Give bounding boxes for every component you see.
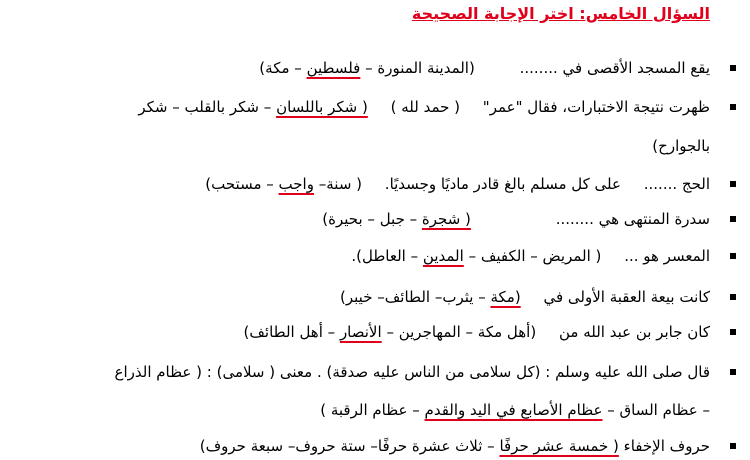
question-title: السؤال الخامس: اختر الإجابة الصحيحة bbox=[411, 4, 710, 23]
bullet-icon bbox=[730, 104, 736, 110]
question-3-stem: الحج ....... bbox=[643, 175, 710, 193]
question-9-answer: ( خمسة عشر حرفًا bbox=[499, 437, 619, 455]
question-8 bbox=[115, 361, 710, 383]
question-2 bbox=[138, 96, 710, 118]
question-2-continued bbox=[652, 135, 710, 157]
question-6-answer: (مكة bbox=[490, 288, 521, 306]
question-8-choices-end: – عظام الرقبة ) bbox=[320, 401, 420, 419]
question-9-choices-end: – ثلاث عشرة حرفًا– ستة حروف– سبعة حروف) bbox=[199, 437, 495, 455]
question-8-continued bbox=[320, 399, 710, 421]
question-2-choices-wrap: بالجوارح) bbox=[652, 137, 710, 155]
question-8-choices-start: – عظام الساق – bbox=[607, 401, 710, 419]
question-5-answer: المدين bbox=[422, 247, 464, 265]
question-3-choices-end: – مستحب) bbox=[205, 175, 274, 193]
question-1-answer: فلسطين bbox=[306, 59, 361, 77]
question-2-stem: ظهرت نتيجة الاختبارات، فقال "عمر" bbox=[482, 98, 710, 116]
question-4 bbox=[322, 208, 710, 230]
question-1-choices-start: (المدينة المنورة – bbox=[365, 59, 475, 77]
bullet-icon bbox=[730, 253, 736, 259]
question-5-choices-start: ( المريض – الكفيف – bbox=[468, 247, 602, 265]
question-9 bbox=[200, 435, 710, 457]
question-4-stem: سدرة المنتهى هي ........ bbox=[555, 210, 710, 228]
question-7 bbox=[244, 321, 710, 343]
question-1-stem: يقع المسجد الأقصى في ........ bbox=[519, 59, 710, 77]
question-7-choices-start: (أهل مكة – المهاجرين – bbox=[386, 323, 537, 341]
bullet-icon bbox=[730, 65, 736, 71]
bullet-icon bbox=[730, 369, 736, 375]
question-8-answer: عظام الأصابع في اليد والقدم bbox=[424, 401, 603, 419]
bullet-icon bbox=[730, 329, 736, 335]
bullet-icon bbox=[730, 443, 736, 449]
question-6-stem: كانت بيعة العقبة الأولى في bbox=[543, 288, 710, 306]
question-6 bbox=[340, 286, 710, 308]
question-5-stem: المعسر هو ... bbox=[624, 247, 710, 265]
question-7-choices-end: – أهل الطائف) bbox=[243, 323, 336, 341]
question-7-answer: الأنصار bbox=[339, 323, 382, 341]
question-2-quote: ( حمد لله ) bbox=[390, 98, 461, 116]
bullet-icon bbox=[730, 294, 736, 300]
bullet-icon bbox=[730, 181, 736, 187]
question-1-choices-end: – مكة) bbox=[259, 59, 302, 77]
question-1 bbox=[259, 57, 710, 79]
question-3-choices-start: ( سنة– bbox=[318, 175, 363, 193]
bullet-icon bbox=[730, 216, 736, 222]
question-7-stem: كان جابر بن عبد الله من bbox=[558, 323, 710, 341]
question-2-choices-end: – شكر بالقلب – شكر bbox=[138, 98, 272, 116]
question-4-answer: ( شجرة bbox=[421, 210, 471, 228]
question-3 bbox=[205, 173, 710, 195]
question-4-choices-end: – جبل – بحيرة) bbox=[322, 210, 418, 228]
question-3-answer: واجب bbox=[278, 175, 314, 193]
question-5 bbox=[351, 245, 710, 267]
question-5-choices-end: – العاطل). bbox=[351, 247, 419, 265]
question-8-stem: قال صلى الله عليه وسلم : (كل سلامى من الناس عليه صدقة) . معنى ( سلامى) : ( عظام الذراع bbox=[114, 363, 710, 381]
question-3-stem-end: على كل مسلم بالغ قادر ماديًا وجسديًا. bbox=[384, 175, 621, 193]
question-6-choices-end: – يثرب– الطائف– خيبر) bbox=[340, 288, 486, 306]
question-9-stem: حروف الإخفاء bbox=[623, 437, 710, 455]
question-2-answer: ( شكر باللسان bbox=[276, 98, 368, 116]
